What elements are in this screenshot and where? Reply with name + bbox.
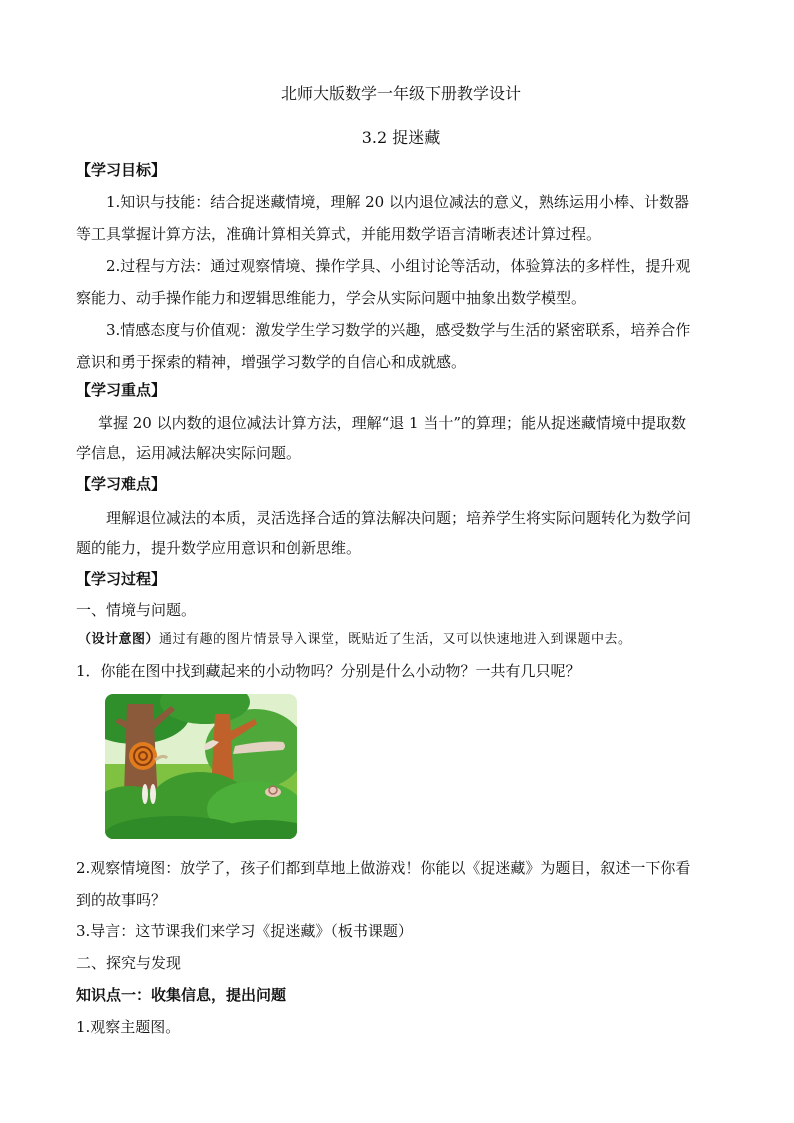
key-points-line-1: 掌握 20 以内数的退位减法计算方法，理解“退 1 当十”的算理；能从捉迷藏情境中提取数 [98, 414, 687, 432]
design-intent-text: 通过有趣的图片情景导入课堂，既贴近了生活，又可以快速地进入到课题中去。 [159, 632, 632, 647]
knowledge-point-1: 知识点一：收集信息，提出问题 [76, 986, 287, 1004]
step-1: 1.观察主题图。 [76, 1018, 181, 1036]
question-2-line-2: 到的故事吗？ [76, 891, 167, 909]
objective-3-line-2: 意识和勇于探索的精神，增强学习数学的自信心和成就感。 [76, 353, 467, 371]
objective-2-line-1: 2.过程与方法：通过观察情境、操作学具、小组讨论等活动，体验算法的多样性，提升观 [106, 257, 691, 275]
section-2-heading: 二、探究与发现 [76, 954, 182, 972]
design-intent [78, 630, 728, 650]
question-3: 3.导言：这节课我们来学习《捉迷藏》（板书课题） [76, 922, 413, 940]
question-1: 1．你能在图中找到藏起来的小动物吗？分别是什么小动物？一共有几只呢？ [76, 662, 581, 680]
objective-1-line-1: 1.知识与技能：结合捉迷藏情境，理解 20 以内退位减法的意义，熟练运用小棒、计数器 [106, 193, 689, 211]
difficulties-line-2: 题的能力，提升数学应用意识和创新思维。 [76, 539, 362, 557]
question-2-line-1: 2.观察情境图：放学了，孩子们都到草地上做游戏！你能以《捉迷藏》为题目，叙述一下你看 [76, 859, 691, 877]
objective-1-line-2: 等工具掌握计算方法，准确计算相关算式，并能用数学语言清晰表述计算过程。 [76, 225, 602, 243]
key-points-heading: 【学习重点】 [76, 381, 167, 399]
objectives-heading: 【学习目标】 [76, 161, 167, 179]
difficulties-line-1: 理解退位减法的本质，灵活选择合适的算法解决问题；培养学生将实际问题转化为数学问 [106, 509, 692, 527]
key-points-line-2: 学信息，运用减法解决实际问题。 [76, 444, 302, 462]
design-intent-label: （设计意图） [78, 632, 160, 647]
process-heading: 【学习过程】 [76, 570, 167, 588]
hide-and-seek-illustration [105, 694, 297, 839]
section-1-heading: 一、情境与问题。 [76, 601, 197, 619]
objective-2-line-2: 察能力、动手操作能力和逻辑思维能力，学会从实际问题中抽象出数学模型。 [76, 289, 587, 307]
objective-3-line-1: 3.情感态度与价值观：激发学生学习数学的兴趣，感受数学与生活的紧密联系，培养合作 [106, 321, 691, 339]
difficulties-heading: 【学习难点】 [76, 475, 167, 493]
lesson-subtitle: 3.2 捉迷藏 [361, 128, 441, 147]
document-title: 北师大版数学一年级下册教学设计 [280, 84, 521, 103]
